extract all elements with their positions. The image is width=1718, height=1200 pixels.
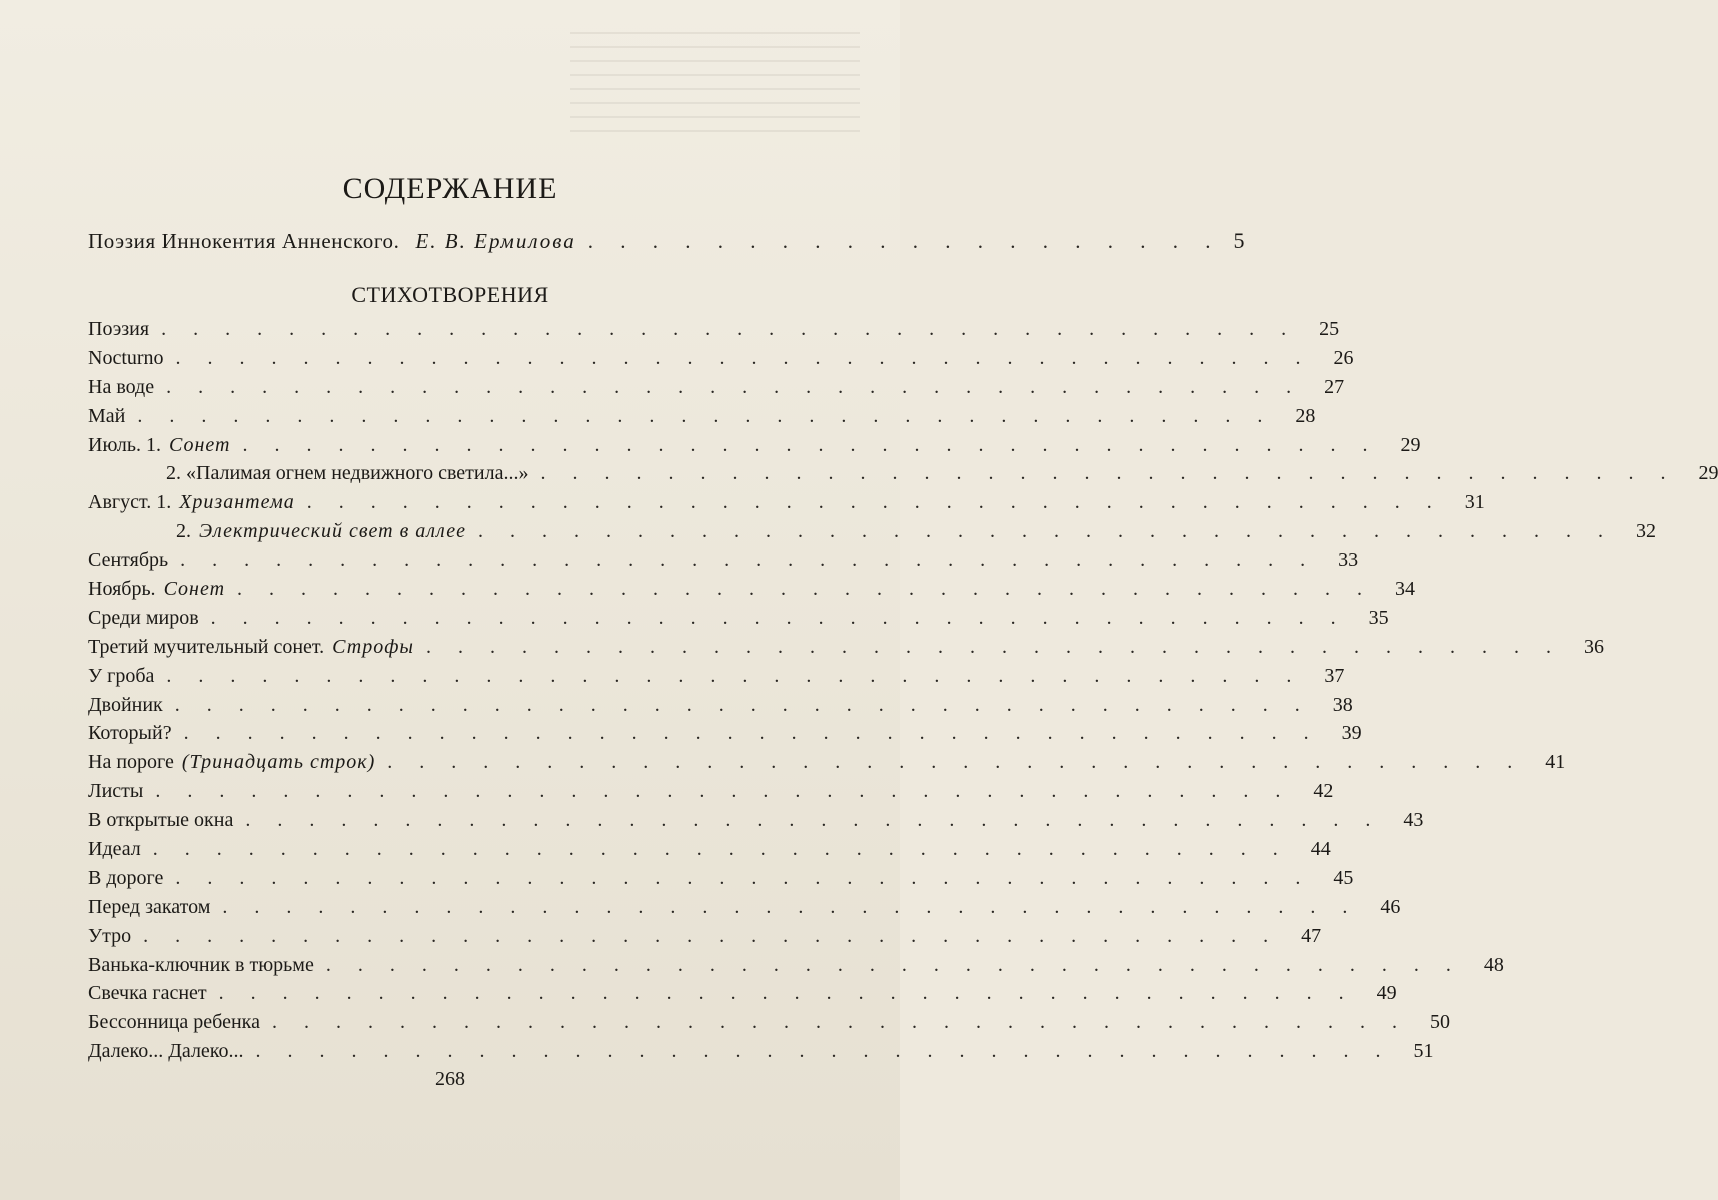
dot-leader: . . . . . . . . . . . . . . . . . . . . . . . . . . . . . . . . . . . .	[161, 318, 1298, 340]
dot-leader: . . . . . . . . . . . . . . . . . . . . . . . . . . . . . . . . . . . .	[477, 520, 1614, 543]
toc-row	[88, 664, 1345, 694]
toc-entry-page: 34	[1395, 578, 1416, 601]
dot-leader: . . . . . . . . . . . . . . . . . . . . . . . . . . . . . . . . . . . .	[175, 346, 1312, 369]
toc-entry-page: 25	[1319, 318, 1340, 340]
toc-entry-page: 33	[1338, 549, 1359, 572]
toc-entry-page: 26	[1333, 346, 1354, 369]
toc-entry-title: На пороге	[88, 751, 174, 774]
toc-entry-page: 29	[1698, 462, 1718, 485]
intro-entry-title: Поэзия Иннокентия Анненского.	[88, 229, 400, 253]
toc-row	[88, 318, 1340, 347]
dot-leader: . . . . . . . . . . . . . . . . . . . . . . . . . . . . . . . . . . . .	[166, 375, 1303, 398]
toc-entry-title: Идеал	[88, 838, 141, 861]
toc-entry-subtitle: (Тринадцать строк)	[181, 751, 376, 774]
toc-entry-title: Поэзия	[88, 318, 150, 340]
dot-leader: . . . . . . . . . . . . . . . . . . . . . . . . . . . . . . . . . . . .	[155, 780, 1292, 803]
toc-row	[88, 375, 1345, 405]
toc-entry-title: Листы	[88, 780, 144, 803]
toc-entry-subtitle: Хризантема	[179, 491, 295, 514]
toc-entry-title: Ванька-ключник в тюрьме	[88, 953, 314, 976]
dot-leader: . . . . . . . . . . . . . . . . . . . . . . . . . . . . . . . . . . . .	[255, 1040, 1392, 1063]
dot-leader: . . . . . . . . . . . . . . . . . . . . . . . . . . . . . . . . . . . .	[218, 982, 1355, 1005]
toc-row	[88, 578, 1416, 607]
toc-entry-page: 31	[1464, 491, 1485, 514]
toc-entry-title: В дороге	[88, 866, 164, 889]
toc-row	[88, 520, 1656, 549]
toc-entry-title: Июль. 1.	[88, 433, 161, 456]
toc-entry-page: 28	[1295, 404, 1316, 427]
toc-row	[88, 1040, 1434, 1069]
toc-entry-subtitle: Электрический свет в аллее	[199, 520, 466, 543]
toc-row	[88, 780, 1334, 809]
toc-entry-page: 35	[1368, 606, 1389, 629]
section-heading: СТИХОТВОРЕНИЯ	[351, 282, 549, 307]
toc-entry-title: Среди миров	[88, 606, 199, 629]
toc-list	[88, 318, 1718, 1069]
toc-entry-title: Далеко... Далеко...	[88, 1040, 244, 1063]
toc-entry-page: 45	[1333, 866, 1354, 889]
toc-entry-page: 51	[1413, 1040, 1434, 1063]
toc-entry-title: На воде	[88, 375, 155, 398]
toc-entry-page: 49	[1376, 982, 1397, 1005]
toc-entry-page: 29	[1400, 433, 1421, 456]
toc-entry-page: 48	[1483, 953, 1504, 976]
dot-leader: . . . . . . . . . . . . . . . . . . . . . . . . . . . . . . . . . . . .	[325, 953, 1462, 976]
dot-leader: . . . . . . . . . . . . . . . . . . . . . . . . . . . . . . . . . . . .	[222, 895, 1359, 918]
toc-entry-page: 47	[1301, 924, 1322, 947]
toc-entry-title: Nocturno	[88, 346, 164, 369]
toc-row	[88, 953, 1504, 983]
dot-leader: . . . . . . . . . . . . . . . . . . . . . . . . . . . . . . . . . . . .	[183, 722, 1320, 745]
toc-row	[88, 895, 1401, 925]
toc-entry-page: 44	[1310, 838, 1331, 861]
show-through-text	[570, 20, 860, 180]
dot-leader: . . . . . . . . . . . . . . . . . . . . . . . . . . . . . . . . . . . .	[540, 462, 1677, 485]
dot-leader: . . . . . . . . . . . . . . . . . . . . . . . . . . . . . . . . . . . .	[425, 635, 1562, 658]
toc-entry-title: Который?	[88, 722, 172, 745]
toc-entry-page: 37	[1324, 664, 1345, 687]
toc-entry-page: 46	[1380, 895, 1401, 918]
toc-entry-subtitle: Сонет	[163, 578, 226, 601]
toc-entry-title: 2. «Палимая огнем недвижного светила...»	[166, 462, 529, 485]
toc-entry-page: 41	[1545, 751, 1566, 774]
toc-row	[88, 693, 1353, 723]
toc-entry-page: 42	[1313, 780, 1334, 803]
toc-row	[88, 491, 1485, 520]
toc-row	[88, 549, 1359, 578]
toc-entry-title: Третий мучительный сонет.	[88, 635, 325, 658]
toc-entry-title: Утро	[88, 924, 132, 947]
toc-row	[88, 433, 1421, 463]
toc-entry-page: 50	[1429, 1011, 1450, 1034]
dot-leader: . . . . . . . . . . . . . . . . . . . . . . . . . . . . . . . . . . . .	[174, 693, 1311, 716]
contents-heading: СОДЕРЖАНИЕ	[342, 172, 558, 205]
toc-entry-page: 38	[1332, 693, 1353, 716]
toc-entry-title: 2.	[176, 520, 191, 543]
toc-row	[88, 1011, 1450, 1040]
toc-row	[88, 982, 1397, 1011]
intro-entry-page: 5	[1233, 228, 1245, 253]
intro-entry	[88, 228, 1245, 254]
dot-leader: . . . . . . . . . . . . . . . . . . . . . . . . . . . . . . . . . . . .	[180, 549, 1317, 572]
dot-leader: . . . . . . . . . . . . . . . . . . . . . . . . . . . . . . . . . . . .	[237, 578, 1374, 601]
toc-entry-title: Сентябрь	[88, 549, 169, 572]
dot-leader: . . . . . . . . . . . . . . . . . . . . . . . . . . . . . . . . . . . .	[210, 606, 1347, 629]
toc-entry-title: Перед закатом	[88, 895, 211, 918]
toc-entry-title: В открытые окна	[88, 809, 234, 832]
toc-row	[88, 606, 1389, 636]
dot-leader: . . . . . . . . . . . . . . . . . . . . . . . . . . . . . . . . . . . .	[175, 866, 1312, 889]
toc-row	[88, 751, 1566, 780]
dot-leader: . . . . . . . . . . . . . . . . . . . . . . . . . . . . . . . . . . . .	[306, 491, 1443, 514]
toc-entry-title: Май	[88, 404, 126, 427]
dot-leader: . . . . . . . . . . . . . . . . . . . . . . . . . . . . . . . . . . . .	[143, 924, 1280, 947]
toc-entry-page: 32	[1635, 520, 1656, 543]
toc-row	[88, 722, 1362, 751]
toc-entry-title: Свечка гаснет	[88, 982, 207, 1005]
intro-entry-author: Е. В. Ермилова	[415, 229, 576, 253]
dot-leader: . . . . . . . . . . . . . . . . . . . . . . . . . . . . . . . . . . . .	[271, 1011, 1408, 1034]
toc-row	[88, 404, 1316, 434]
toc-row	[88, 924, 1322, 954]
dot-leader: . . . . . . . . . . . . . . . . . . . . . . . . . . . . . . . . . . . .	[242, 433, 1379, 456]
toc-entry-title: Двойник	[88, 693, 163, 716]
toc-row	[88, 809, 1424, 838]
toc-entry-page: 39	[1341, 722, 1362, 745]
toc-row	[88, 838, 1331, 867]
toc-row	[88, 462, 1718, 491]
dot-leader: . . . . . . . . . . . . . . . . . . . . . . . . . . . . . . . . . . . .	[387, 751, 1524, 774]
toc-entry-page: 27	[1324, 375, 1345, 398]
dot-leader: . . . . . . . . . . . . . . . . . . . . . . . . . . . . . . . . . . . .	[137, 404, 1274, 427]
toc-entry-page: 43	[1403, 809, 1424, 832]
toc-entry-title: Август. 1.	[88, 491, 172, 514]
toc-entry-subtitle: Строфы	[332, 635, 414, 658]
toc-entry-page: 36	[1583, 635, 1604, 658]
toc-row	[88, 635, 1604, 665]
dot-leader: . . . . . . . . . . . . . . . . . . . . . . . . . . . . . . . . . . . .	[245, 809, 1382, 832]
dot-leader: . . . . . . . . . . . . . . . . . . . .	[587, 229, 1222, 253]
toc-entry-title: Ноябрь.	[88, 578, 156, 601]
page-number: 268	[435, 1068, 465, 1090]
toc-entry-title: Бессонница ребенка	[88, 1011, 260, 1034]
toc-entry-title: У гроба	[88, 664, 155, 687]
dot-leader: . . . . . . . . . . . . . . . . . . . . . . . . . . . . . . . . . . . .	[152, 838, 1289, 861]
dot-leader: . . . . . . . . . . . . . . . . . . . . . . . . . . . . . . . . . . . .	[166, 664, 1303, 687]
toc-row	[88, 866, 1354, 896]
toc-entry-subtitle: Сонет	[169, 433, 231, 456]
toc-row	[88, 346, 1354, 376]
